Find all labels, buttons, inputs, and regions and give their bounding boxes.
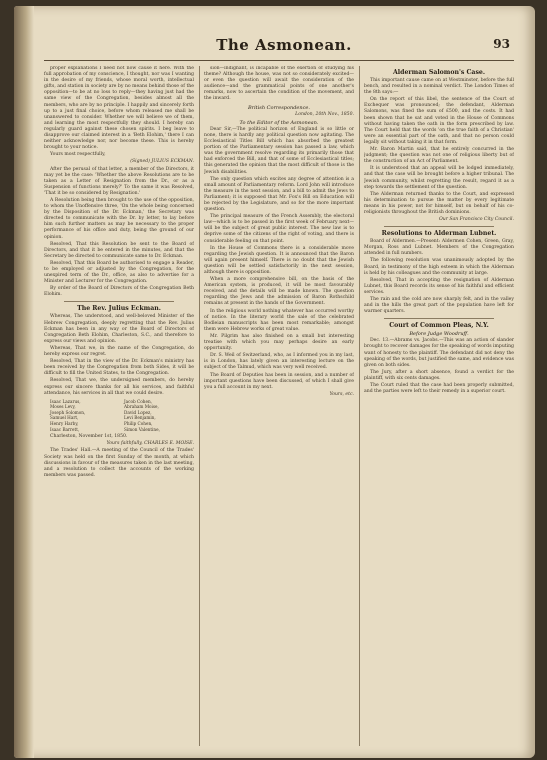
paragraph: On the report of this libel, the sentence of the Court of Exchequer was pronounced; the defendant, Alderman Salomons, was fined the sum of £500, and the costs. It had been shown that he sat and voted in the House of Commons without having taken the oath in the form prescribed by law. The Court held that the words 'on the true faith of a Christian' were an essential part of the oath, and that no person could legally sit without taking it in that form. <box>364 97 514 145</box>
paragraph: Resolved, That we, the undersigned members, do hereby express our sincere thanks for all his services, and faithful attendance, his services in all that we could desire. <box>44 378 194 396</box>
column-rule <box>199 66 200 746</box>
paragraph: Resolved, That in accepting the resignation of Alderman Lubnet, this Board records its sense of his faithful and efficient services. <box>364 277 514 295</box>
paragraph: The only question which excites any degree of attention is a small amount of Parliamentary reform. Lord John will introduce the measure in the next session, and a bill to admit the Jews to Parliament; it is supposed that Mr. Fox's Bill on Education will be rejected by the Legislature, and so for the more important question. <box>204 176 354 213</box>
section-rule <box>384 226 494 227</box>
signatory: Jacob Cohen, <box>124 398 152 404</box>
paragraph: The Board of Deputies has been in session, and a number of important questions have been discussed, of which I shall give you a full account in my next. <box>204 372 354 390</box>
date-line: Charleston, November 1st, 1850. <box>50 434 128 440</box>
running-header <box>44 34 514 61</box>
paragraph: This important cause came on at Westminster, before the full bench, and resulted in a nominal verdict. The London Times of the 8th says:— <box>364 78 514 96</box>
paragraph: Whereas, The understood, and well-beloved Minister of the Hebrew Congregation, deeply regretting that the Rev. Julius Eckman has been in any way or the Board of Directors of Congregation Beth Elohim, Charleston, S.C., and therefore to express our views and opinion. <box>44 314 194 344</box>
paragraph: A Resolution being then brought to the use of the opposition, to whom the Unoffensive three, 'On the whole being concerned by the Disposition of the Dr. Eckman,' the Secretary was directed to communicate with the Dr. by letter, to lay before him such further matters as may be necessary to the proper performance of his office and duty, being the ground of our opinion. <box>44 197 194 240</box>
column-2 <box>204 66 354 756</box>
paragraph: The rain and the cold are now sharply felt, and in the valley and in the hills the great part of the population have left for warmer quarters. <box>364 297 514 315</box>
article-subheading: Before Judge Woodruff. <box>409 331 469 338</box>
signatory: Simon Valentine, <box>124 426 160 432</box>
signatory: Levi Benjamin, <box>124 415 156 421</box>
book-page <box>14 6 535 758</box>
paragraph: sion—indignant, is incapable of the exertion of studying his theme? Although the house, was not so considerately excited—or even the question will await the consideration of the audience—and the grammatical points of one another's remarks, now to ascertain the condition of the movement, and the inward. <box>204 66 354 102</box>
signatory: Philip Cohen, <box>124 421 153 427</box>
section-rule <box>64 301 174 302</box>
signatory: Joseph Solomon, <box>50 409 86 415</box>
signature: (Signed) JULIUS ECKMAN. <box>130 159 194 165</box>
paragraph: Whereas, That we, in the name of the Congregation, do hereby express our regret. <box>44 345 194 358</box>
article-heading: Resolutions to Alderman Lubnet. <box>381 230 497 238</box>
column-3 <box>364 66 514 756</box>
paragraph: The Jury, after a short absence, found a verdict for the plaintiff, with six cents damages. <box>364 369 514 381</box>
paragraph: Mr. Pilgrim has also finished on a small but interesting treatise with which you may perhaps desire an early opportunity. <box>204 333 354 352</box>
article-heading: Court of Common Pleas, N.Y. <box>389 322 489 330</box>
paragraph: Dear Sir,—The political horizon of England is so little or none, there is hardly any political question now agitating. The Ecclesiastical Titles Bill which has absorbed the greatest portion of the Parliamentary session has passed a law, which was the government resolve regarding its primarily those that had enforced the Bill, and that of some of Ecclesiastical titles; this generated the opinion that the most difficult of those is the Jewish disabilities. <box>204 126 354 175</box>
column-rule <box>359 66 360 746</box>
paragraph: In the House of Commons there is a considerable move regarding the Jewish question. It is announced that the Baron will again present himself. There is no doubt that the Jewish question will be settled satisfactorily in the next session, although there is opposition. <box>204 245 354 275</box>
paragraph: Resolved, That this Resolution be sent to the Board of Directors, and that it be entered in the minutes, and that the Secretary be directed to communicate same to Dr. Eckman. <box>44 241 194 259</box>
closing: Yours, etc. <box>329 391 354 397</box>
paragraph: Dr. S. Weil of Switzerland, who, as I informed you in my last, is in London, has lately given an interesting lecture on the subject of the Talmud, which was very well received. <box>204 353 354 371</box>
section-heading: British Correspondence. <box>248 104 310 111</box>
section-rule <box>384 318 494 319</box>
paragraph: When a more comprehensive bill, on the basis of the American system, is produced, it will be most favourably received, and the details will be made known. The question regarding the Jews and the admission of Baron Rothschild remains at present in the hands of the Government. <box>204 277 354 307</box>
paragraph: It is understood that an appeal will be lodged immediately, and that the case will be brought before a higher tribunal. The Jewish community, whilst regretting the result, regard it as a step towards the settlement of the question. <box>364 166 514 190</box>
binding-gutter <box>14 6 34 758</box>
paragraph: The Trades' Hall.—A meeting of the Council of the Trades' Society was held on the first Sunday of the month, at which discussions in favour of the measures taken in the last meeting, and a resolution to collect the accounts of the working members was passed. <box>44 448 194 478</box>
signatory: Isaac Barrett, <box>50 426 80 432</box>
dateline: London, 20th Nov., 1850. <box>295 111 354 117</box>
signatory: Isaac Lazarus, <box>50 398 81 404</box>
article-heading: Alderman Salomon's Case. <box>392 69 486 76</box>
paragraph: Dec. 13.—Abrams vs. Jacobs.—This was an action of slander brought to recover damages for the speaking of words imputing want of honesty to the plaintiff. The defendant did not deny the speaking of the words, but justified the same, and evidence was given on both sides. <box>364 338 514 368</box>
paragraph: In the religious world nothing whatever has occurred worthy of notice. In the literary world the sale of the celebrated Bodleian manuscripts has been most remarkable; amongst them were Hebrew works of great value. <box>204 308 354 332</box>
article-heading: The Rev. Julius Eckman. <box>77 305 161 313</box>
signatory: Henry Harby, <box>50 421 79 427</box>
paragraph: The principal measure of the French Assembly, the electoral law—which is to be passed in the first week of February next—will be the subject of great public interest. The new law is to deprive some of the citizens of the right of voting, and there is considerable feeling on that point. <box>204 214 354 244</box>
paragraph: Board of Aldermen.—Present: Aldermen Cohen, Green, Gray, Morgan, Ross and Lubnet. Members of the Congregation attended in full numbers. <box>364 239 514 257</box>
running-title: The Asmonean. <box>216 36 352 54</box>
signature: Yours faithfully, CHARLES E. MOISE. <box>106 441 194 447</box>
page-number: 93 <box>493 37 510 51</box>
signatory: Moses Levy, <box>50 404 76 410</box>
signatories-list <box>50 399 194 433</box>
paragraph: The Alderman returned thanks to the Court, and expressed his determination to pursue the matter by every legitimate means in his power, not for himself, but on behalf of his co-religionists throughout the British dominions. <box>364 191 514 215</box>
source-credit: Our San Francisco City Council. <box>438 217 514 223</box>
salutation-heading: To the Editor of the Asmonean. <box>239 119 319 126</box>
paragraph: proper explanations I need not now cause it here. With the full approbation of my conscience, I thought, nor was I wanting in the desire of my friends, whose moral worth, intellectual gifts, and station in society are by no means behind those of the opposition—to be at no loss to reply—they having just had the same view of the Congregation, besides almost all the members, who are by no principle. I happily and sincerely forth up to a just final choice, before whom released me shall be unanswered to consider. Whether we will believe we of them, and learning the most respectfully they should. I hereby can regularly guard against these chosen spirits. I beg leave to disapprove our claimed interest in a 'Beth Elohim,' there I can neither acknowledge nor, nor become these. This is hereby brought to your notice. <box>44 66 194 151</box>
signatory: David Lopez, <box>124 409 152 415</box>
paragraph: After the perusal of that letter, a member of the Directors, it may yet be the case: 'Whether the above Resolutions are to be taken as a Letter of Resignation from the Dr., or as a Suspension of functions merely?' To the same it was Resolved, 'That it be so considered by Resignation.' <box>44 166 194 196</box>
paragraph: Resolved, That this Board be authorised to engage a Reader, to be employed or adjusted by the Congregation, for the unexpired term of the Dr., office, as also to advertise for a Minister and Lecturer for the Congregation. <box>44 260 194 285</box>
paragraph: Mr. Baron Martin said, that he entirely concurred in the judgment; the question was not one of religious liberty but of the construction of an Act of Parliament. <box>364 147 514 165</box>
paragraph: Yours most respectfully, <box>50 152 106 158</box>
column-1 <box>44 66 194 756</box>
paragraph: The Court ruled that the case had been properly submitted, and the parties were left to their remedy in a superior court. <box>364 383 514 395</box>
paragraph: By order of the Board of Directors of the Congregation Beth Elohim. <box>44 286 194 298</box>
signatory: Abraham Moise, <box>124 404 159 410</box>
paragraph: Resolved, That in the view of the Dr. Eckman's ministry has been received by the Congregation from both Sides, it will be difficult to fill the United States, to the Congregation. <box>44 359 194 377</box>
signatory: Samuel Hart, <box>50 415 79 421</box>
paragraph: The following resolution was unanimously adopted by the Board, in testimony of the high esteem in which the Alderman is held by his colleagues and the community at large. <box>364 258 514 276</box>
